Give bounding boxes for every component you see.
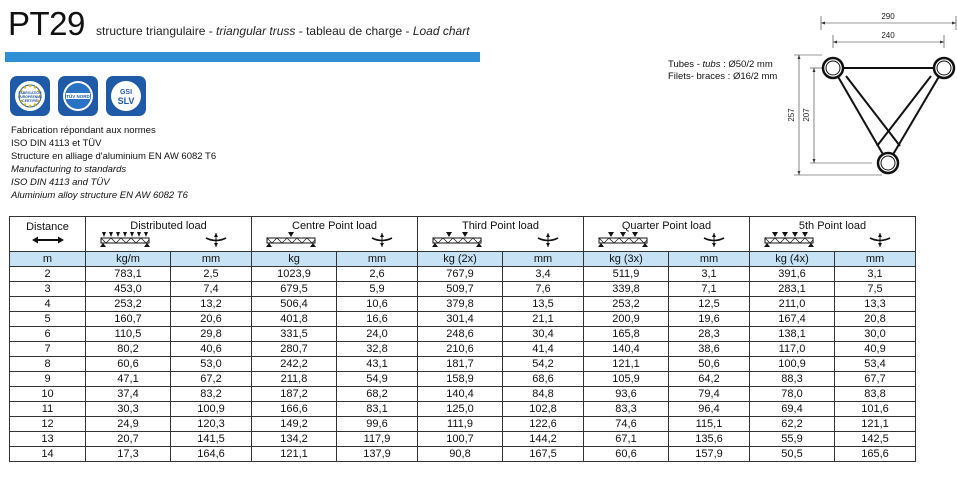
value-cell: 137,9 bbox=[337, 447, 418, 462]
svg-text:CERTIFIÉ: CERTIFIÉ bbox=[22, 99, 38, 103]
standards-notes bbox=[11, 125, 216, 202]
unit-cell: kg (3x) bbox=[584, 252, 669, 267]
value-cell: 83,2 bbox=[171, 387, 252, 402]
value-cell: 167,5 bbox=[503, 447, 584, 462]
load-chart-body bbox=[10, 267, 916, 462]
value-cell: 3,1 bbox=[669, 267, 750, 282]
value-cell: 62,2 bbox=[750, 417, 835, 432]
distributed-load-icon bbox=[100, 232, 150, 248]
value-cell: 54,2 bbox=[503, 357, 584, 372]
group-header-quarter-point bbox=[584, 217, 750, 252]
distance-cell: 14 bbox=[10, 447, 86, 462]
value-cell: 60,6 bbox=[584, 447, 669, 462]
value-cell: 141,5 bbox=[171, 432, 252, 447]
value-cell: 142,5 bbox=[835, 432, 916, 447]
value-cell: 283,1 bbox=[750, 282, 835, 297]
distance-header bbox=[10, 217, 86, 252]
value-cell: 19,6 bbox=[669, 312, 750, 327]
distance-cell: 13 bbox=[10, 432, 86, 447]
value-cell: 134,2 bbox=[252, 432, 337, 447]
unit-cell: mm bbox=[171, 252, 252, 267]
value-cell: 3,4 bbox=[503, 267, 584, 282]
value-cell: 100,9 bbox=[171, 402, 252, 417]
load-chart-table bbox=[9, 216, 916, 462]
value-cell: 53,0 bbox=[171, 357, 252, 372]
svg-text:SLV: SLV bbox=[117, 96, 135, 106]
value-cell: 24,0 bbox=[337, 327, 418, 342]
value-cell: 679,5 bbox=[252, 282, 337, 297]
value-cell: 101,6 bbox=[835, 402, 916, 417]
value-cell: 38,6 bbox=[669, 342, 750, 357]
table-row bbox=[10, 417, 916, 432]
table-row bbox=[10, 342, 916, 357]
value-cell: 17,3 bbox=[86, 447, 171, 462]
value-cell: 121,1 bbox=[835, 417, 916, 432]
note-line: Aluminium alloy structure EN AW 6082 T6 bbox=[11, 189, 188, 201]
value-cell: 83,8 bbox=[835, 387, 916, 402]
value-cell: 211,0 bbox=[750, 297, 835, 312]
value-cell: 12,5 bbox=[669, 297, 750, 312]
value-cell: 20,7 bbox=[86, 432, 171, 447]
value-cell: 401,8 bbox=[252, 312, 337, 327]
deflection-icon bbox=[703, 232, 725, 248]
value-cell: 379,8 bbox=[418, 297, 503, 312]
value-cell: 28,3 bbox=[669, 327, 750, 342]
value-cell: 100,9 bbox=[750, 357, 835, 372]
group-header-centre-point bbox=[252, 217, 418, 252]
value-cell: 783,1 bbox=[86, 267, 171, 282]
subtitle-en-2: Load chart bbox=[412, 24, 470, 38]
value-cell: 83,3 bbox=[584, 402, 669, 417]
table-row bbox=[10, 357, 916, 372]
value-cell: 3,1 bbox=[835, 267, 916, 282]
unit-cell: mm bbox=[503, 252, 584, 267]
value-cell: 13,5 bbox=[503, 297, 584, 312]
group-header-distributed bbox=[86, 217, 252, 252]
table-row bbox=[10, 282, 916, 297]
value-cell: 50,6 bbox=[669, 357, 750, 372]
gsi-slv-logo bbox=[106, 76, 146, 116]
value-cell: 149,2 bbox=[252, 417, 337, 432]
centre-point-load-icon bbox=[266, 232, 316, 248]
subtitle-fr-2: - tableau de charge - bbox=[295, 24, 413, 38]
table-row bbox=[10, 387, 916, 402]
value-cell: 67,2 bbox=[171, 372, 252, 387]
value-cell: 53,4 bbox=[835, 357, 916, 372]
fabrication-europeenne-certifie-logo bbox=[10, 76, 50, 116]
value-cell: 32,8 bbox=[337, 342, 418, 357]
value-cell: 138,1 bbox=[750, 327, 835, 342]
value-cell: 301,4 bbox=[418, 312, 503, 327]
value-cell: 140,4 bbox=[418, 387, 503, 402]
group-header-third-point bbox=[418, 217, 584, 252]
value-cell: 74,6 bbox=[584, 417, 669, 432]
value-cell: 40,9 bbox=[835, 342, 916, 357]
truss-cross-section-diagram bbox=[782, 8, 957, 178]
table-row bbox=[10, 267, 916, 282]
group-title: Quarter Point load bbox=[621, 220, 712, 232]
value-cell: 506,4 bbox=[252, 297, 337, 312]
unit-cell: m bbox=[10, 252, 86, 267]
unit-cell: kg (4x) bbox=[750, 252, 835, 267]
value-cell: 21,1 bbox=[503, 312, 584, 327]
value-cell: 509,7 bbox=[418, 282, 503, 297]
value-cell: 84,8 bbox=[503, 387, 584, 402]
fifth-point-load-icon bbox=[764, 232, 814, 248]
distance-cell: 3 bbox=[10, 282, 86, 297]
quarter-point-load-icon bbox=[598, 232, 648, 248]
tuv-nord-logo bbox=[58, 76, 98, 116]
distance-cell: 5 bbox=[10, 312, 86, 327]
value-cell: 157,9 bbox=[669, 447, 750, 462]
value-cell: 7,6 bbox=[503, 282, 584, 297]
group-title: Distributed load bbox=[130, 220, 207, 232]
svg-text:FABRICATION: FABRICATION bbox=[18, 91, 42, 95]
value-cell: 166,6 bbox=[252, 402, 337, 417]
value-cell: 13,3 bbox=[835, 297, 916, 312]
distance-cell: 8 bbox=[10, 357, 86, 372]
value-cell: 64,2 bbox=[669, 372, 750, 387]
value-cell: 111,9 bbox=[418, 417, 503, 432]
distance-cell: 2 bbox=[10, 267, 86, 282]
value-cell: 120,3 bbox=[171, 417, 252, 432]
value-cell: 248,6 bbox=[418, 327, 503, 342]
value-cell: 55,9 bbox=[750, 432, 835, 447]
span-arrow-icon bbox=[32, 236, 64, 244]
value-cell: 253,2 bbox=[86, 297, 171, 312]
value-cell: 93,6 bbox=[584, 387, 669, 402]
value-cell: 165,6 bbox=[835, 447, 916, 462]
value-cell: 68,6 bbox=[503, 372, 584, 387]
model-title: PT29 bbox=[8, 5, 85, 42]
value-cell: 102,8 bbox=[503, 402, 584, 417]
value-cell: 88,3 bbox=[750, 372, 835, 387]
distance-cell: 10 bbox=[10, 387, 86, 402]
svg-text:GSI: GSI bbox=[119, 89, 133, 96]
value-cell: 121,1 bbox=[252, 447, 337, 462]
value-cell: 7,1 bbox=[669, 282, 750, 297]
value-cell: 210,6 bbox=[418, 342, 503, 357]
group-header-row bbox=[10, 217, 916, 252]
value-cell: 181,7 bbox=[418, 357, 503, 372]
value-cell: 511,9 bbox=[584, 267, 669, 282]
value-cell: 83,1 bbox=[337, 402, 418, 417]
value-cell: 253,2 bbox=[584, 297, 669, 312]
group-title: Centre Point load bbox=[292, 220, 377, 232]
outer-height-label: 257 bbox=[787, 108, 796, 122]
note-line: ISO DIN 4113 and TÜV bbox=[11, 176, 110, 188]
value-cell: 20,6 bbox=[171, 312, 252, 327]
unit-cell: kg bbox=[252, 252, 337, 267]
value-cell: 20,8 bbox=[835, 312, 916, 327]
value-cell: 69,4 bbox=[750, 402, 835, 417]
value-cell: 68,2 bbox=[337, 387, 418, 402]
value-cell: 67,1 bbox=[584, 432, 669, 447]
value-cell: 47,1 bbox=[86, 372, 171, 387]
value-cell: 50,5 bbox=[750, 447, 835, 462]
value-cell: 2,5 bbox=[171, 267, 252, 282]
value-cell: 2,6 bbox=[337, 267, 418, 282]
value-cell: 331,5 bbox=[252, 327, 337, 342]
value-cell: 160,7 bbox=[86, 312, 171, 327]
deflection-icon bbox=[537, 232, 559, 248]
tubes-spec: Tubes - tubs : Ø50/2 mm bbox=[668, 59, 773, 70]
table-row bbox=[10, 432, 916, 447]
value-cell: 13,2 bbox=[171, 297, 252, 312]
value-cell: 200,9 bbox=[584, 312, 669, 327]
value-cell: 211,8 bbox=[252, 372, 337, 387]
value-cell: 10,6 bbox=[337, 297, 418, 312]
value-cell: 16,6 bbox=[337, 312, 418, 327]
value-cell: 164,6 bbox=[171, 447, 252, 462]
subtitle-fr-1: structure triangulaire - bbox=[96, 24, 217, 38]
note-line: Fabrication répondant aux normes bbox=[11, 125, 156, 136]
unit-cell: kg/m bbox=[86, 252, 171, 267]
distance-cell: 12 bbox=[10, 417, 86, 432]
distance-cell: 9 bbox=[10, 372, 86, 387]
third-point-load-icon bbox=[432, 232, 482, 248]
inner-width-label: 240 bbox=[881, 31, 895, 40]
distance-cell: 4 bbox=[10, 297, 86, 312]
value-cell: 30,3 bbox=[86, 402, 171, 417]
value-cell: 187,2 bbox=[252, 387, 337, 402]
value-cell: 122,6 bbox=[503, 417, 584, 432]
deflection-icon bbox=[205, 232, 227, 248]
note-line: Manufacturing to standards bbox=[11, 163, 127, 175]
value-cell: 29,8 bbox=[171, 327, 252, 342]
title-underline-bar bbox=[5, 52, 480, 62]
certification-logos bbox=[8, 74, 153, 118]
units-row bbox=[10, 252, 916, 267]
table-row bbox=[10, 447, 916, 462]
inner-height-label: 207 bbox=[802, 108, 811, 122]
value-cell: 5,9 bbox=[337, 282, 418, 297]
braces-spec: Filets- braces : Ø16/2 mm bbox=[668, 71, 778, 82]
svg-text:TÜV NORD: TÜV NORD bbox=[66, 93, 90, 99]
value-cell: 125,0 bbox=[418, 402, 503, 417]
value-cell: 60,6 bbox=[86, 357, 171, 372]
value-cell: 242,2 bbox=[252, 357, 337, 372]
distance-label: Distance bbox=[26, 221, 69, 233]
value-cell: 117,0 bbox=[750, 342, 835, 357]
value-cell: 7,5 bbox=[835, 282, 916, 297]
unit-cell: mm bbox=[835, 252, 916, 267]
value-cell: 78,0 bbox=[750, 387, 835, 402]
group-title: Third Point load bbox=[461, 220, 540, 232]
value-cell: 30,0 bbox=[835, 327, 916, 342]
unit-cell: kg (2x) bbox=[418, 252, 503, 267]
tube-specs bbox=[668, 59, 777, 83]
note-line: ISO DIN 4113 et TÜV bbox=[11, 137, 102, 149]
value-cell: 105,9 bbox=[584, 372, 669, 387]
subtitle-en-1: triangular truss bbox=[216, 24, 296, 38]
distance-cell: 11 bbox=[10, 402, 86, 417]
value-cell: 339,8 bbox=[584, 282, 669, 297]
value-cell: 96,4 bbox=[669, 402, 750, 417]
value-cell: 79,4 bbox=[669, 387, 750, 402]
subtitle bbox=[96, 24, 470, 38]
deflection-icon bbox=[869, 232, 891, 248]
value-cell: 767,9 bbox=[418, 267, 503, 282]
value-cell: 280,7 bbox=[252, 342, 337, 357]
value-cell: 99,6 bbox=[337, 417, 418, 432]
table-row bbox=[10, 297, 916, 312]
value-cell: 391,6 bbox=[750, 267, 835, 282]
value-cell: 117,9 bbox=[337, 432, 418, 447]
value-cell: 144,2 bbox=[503, 432, 584, 447]
unit-cell: mm bbox=[337, 252, 418, 267]
value-cell: 24,9 bbox=[86, 417, 171, 432]
table-row bbox=[10, 327, 916, 342]
outer-width-label: 290 bbox=[881, 12, 895, 21]
value-cell: 100,7 bbox=[418, 432, 503, 447]
distance-cell: 7 bbox=[10, 342, 86, 357]
value-cell: 54,9 bbox=[337, 372, 418, 387]
table-row bbox=[10, 372, 916, 387]
value-cell: 1023,9 bbox=[252, 267, 337, 282]
value-cell: 165,8 bbox=[584, 327, 669, 342]
value-cell: 135,6 bbox=[669, 432, 750, 447]
value-cell: 30,4 bbox=[503, 327, 584, 342]
svg-text:EUROPÉENNE: EUROPÉENNE bbox=[18, 95, 42, 99]
value-cell: 80,2 bbox=[86, 342, 171, 357]
value-cell: 40,6 bbox=[171, 342, 252, 357]
value-cell: 67,7 bbox=[835, 372, 916, 387]
value-cell: 37,4 bbox=[86, 387, 171, 402]
value-cell: 167,4 bbox=[750, 312, 835, 327]
note-line: Structure en alliage d'aluminium EN AW 6082 T6 bbox=[11, 150, 217, 162]
distance-cell: 6 bbox=[10, 327, 86, 342]
group-header-fifth-point bbox=[750, 217, 916, 252]
value-cell: 90,8 bbox=[418, 447, 503, 462]
value-cell: 41,4 bbox=[503, 342, 584, 357]
value-cell: 453,0 bbox=[86, 282, 171, 297]
group-title: 5th Point load bbox=[798, 220, 867, 232]
value-cell: 140,4 bbox=[584, 342, 669, 357]
unit-cell: mm bbox=[669, 252, 750, 267]
deflection-icon bbox=[371, 232, 393, 248]
value-cell: 7,4 bbox=[171, 282, 252, 297]
value-cell: 43,1 bbox=[337, 357, 418, 372]
table-row bbox=[10, 312, 916, 327]
value-cell: 110,5 bbox=[86, 327, 171, 342]
value-cell: 158,9 bbox=[418, 372, 503, 387]
value-cell: 121,1 bbox=[584, 357, 669, 372]
table-row bbox=[10, 402, 916, 417]
value-cell: 115,1 bbox=[669, 417, 750, 432]
